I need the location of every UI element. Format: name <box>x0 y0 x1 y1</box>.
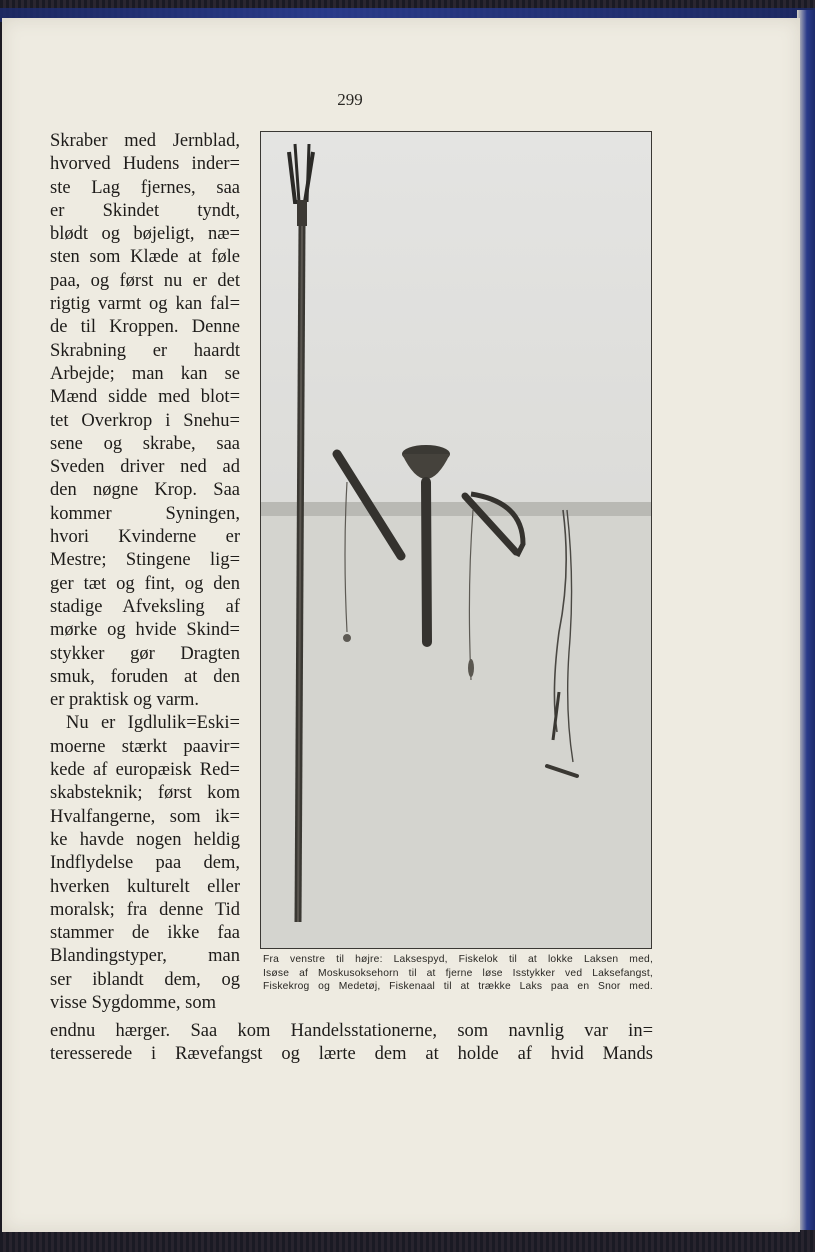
text-line: kede af europæisk Red= <box>50 760 240 781</box>
text-line: den nøgne Krop. Saa <box>50 480 240 501</box>
text-line: kommer Syningen, <box>50 503 240 524</box>
text-line: Arbejde; man kan se <box>50 363 240 384</box>
text-line: tet Overkrop i Snehu= <box>50 410 240 431</box>
text-line: Nu er Igdlulik=Eski= <box>66 713 240 734</box>
shelf <box>261 502 651 516</box>
text-line: ser iblandt dem, og <box>50 969 240 990</box>
text-line: blødt og bøjeligt, næ= <box>50 224 240 245</box>
text-line: rigtig varmt og kan fal= <box>50 294 240 315</box>
text-line: hverken kulturelt eller <box>50 876 240 897</box>
text-line: Indflydelse paa dem, <box>50 853 240 874</box>
text-line: visse Sygdomme, som <box>50 992 216 1013</box>
text-line: sene og skrabe, saa <box>50 433 240 454</box>
text-line: mørke og hvide Skind= <box>50 620 240 641</box>
text-line: stykker gør Dragten <box>50 643 240 664</box>
lower-wall <box>261 516 651 948</box>
text-line: smuk, foruden at den <box>50 666 240 687</box>
text-line: de til Kroppen. Denne <box>50 317 240 338</box>
text-line: hvorved Hudens inder= <box>50 154 240 175</box>
text-line: moralsk; fra denne Tid <box>50 899 240 920</box>
text-line: endnu hærger. Saa kom Handelsstationerne, som navnlig var in= <box>50 1021 653 1041</box>
text-line: skabsteknik; først kom <box>50 783 240 804</box>
text-line: stadige Afveksling af <box>50 596 240 617</box>
text-line: ste Lag fjernes, saa <box>50 177 240 198</box>
caption-line: Fiskekrog og Medetøj, Fiskenaal til at trække Laks paa en Snor med. <box>263 981 653 993</box>
left-text-column <box>50 130 240 1015</box>
caption-line: Isøse af Moskusoksehorn til at fjerne løse Isstykker ved Laksefangst, <box>263 967 653 979</box>
full-width-text <box>50 1020 653 1067</box>
text-line: stammer de ikke faa <box>50 923 240 944</box>
text-line: Hvalfangerne, som ik= <box>50 806 240 827</box>
text-line: ke havde nogen heldig <box>50 829 240 850</box>
text-line: Mænd sidde med blot= <box>50 387 240 408</box>
figure-caption <box>263 953 653 994</box>
text-line: Sveden driver ned ad <box>50 457 240 478</box>
text-line: hvori Kvinderne er <box>50 527 240 548</box>
caption-line: Fra venstre til højre: Laksespyd, Fiskelok til at lokke Laksen med, <box>263 954 653 965</box>
text-line: teresserede i Rævefangst og lærte dem at holde af hvid Mands <box>50 1044 653 1065</box>
text-line: Skrabning er haardt <box>50 340 240 361</box>
text-line: er Skindet tyndt, <box>50 200 240 221</box>
text-line: Skraber med Jernblad, <box>50 131 240 151</box>
text-line: sten som Klæde at føle <box>50 247 240 268</box>
text-line: moerne stærkt paavir= <box>50 736 240 757</box>
page-number: 299 <box>337 90 363 109</box>
text-line: er praktisk og varm. <box>50 690 199 711</box>
text-line: Blandingstyper, man <box>50 946 240 967</box>
book-bottom-edge <box>0 1230 815 1252</box>
photo-figure <box>260 131 652 949</box>
fishing-tools-photo <box>261 132 651 948</box>
text-line: ger tæt og fint, og den <box>50 573 240 594</box>
text-line: Mestre; Stingene lig= <box>50 550 240 571</box>
text-line: paa, og først nu er det <box>50 270 240 291</box>
